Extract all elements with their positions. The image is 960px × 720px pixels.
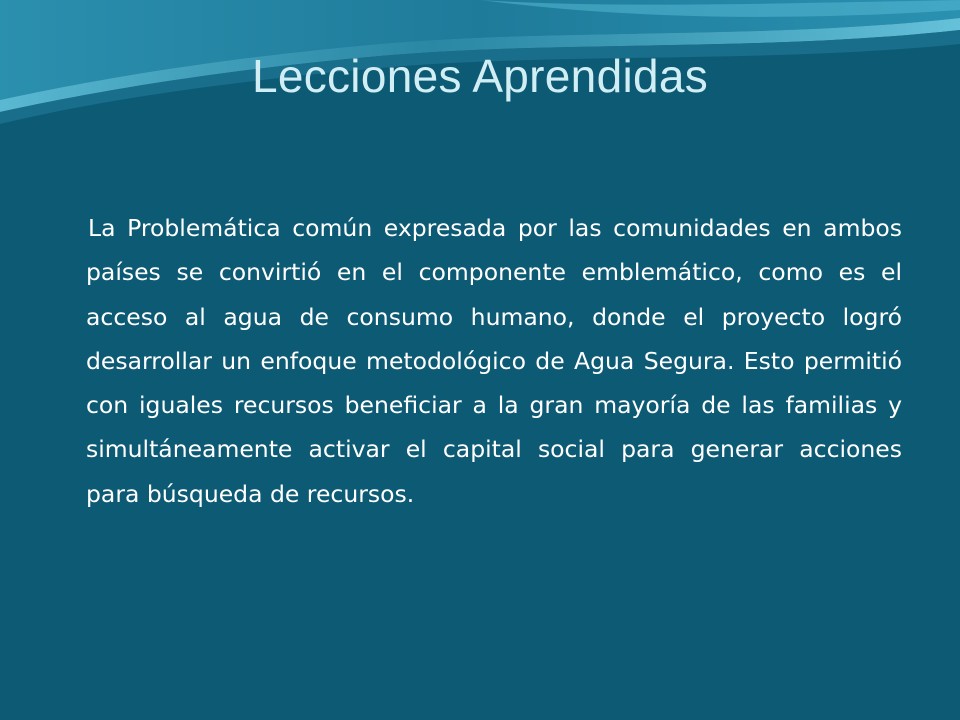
slide-title: Lecciones Aprendidas bbox=[251, 50, 709, 102]
slide-body-text: La Problemática común expresada por las comunidades en ambos países se convirtió en el componente emblemático, como es el acceso al agua de consumo humano, donde el proyecto logró desarrollar un enfoque metodológico de Agua Segura. Esto permitió con iguales recursos beneficiar a la gran mayoría de las familias y simultáneamente activar el capital social para generar acciones para búsqueda de recursos. bbox=[86, 214, 902, 508]
